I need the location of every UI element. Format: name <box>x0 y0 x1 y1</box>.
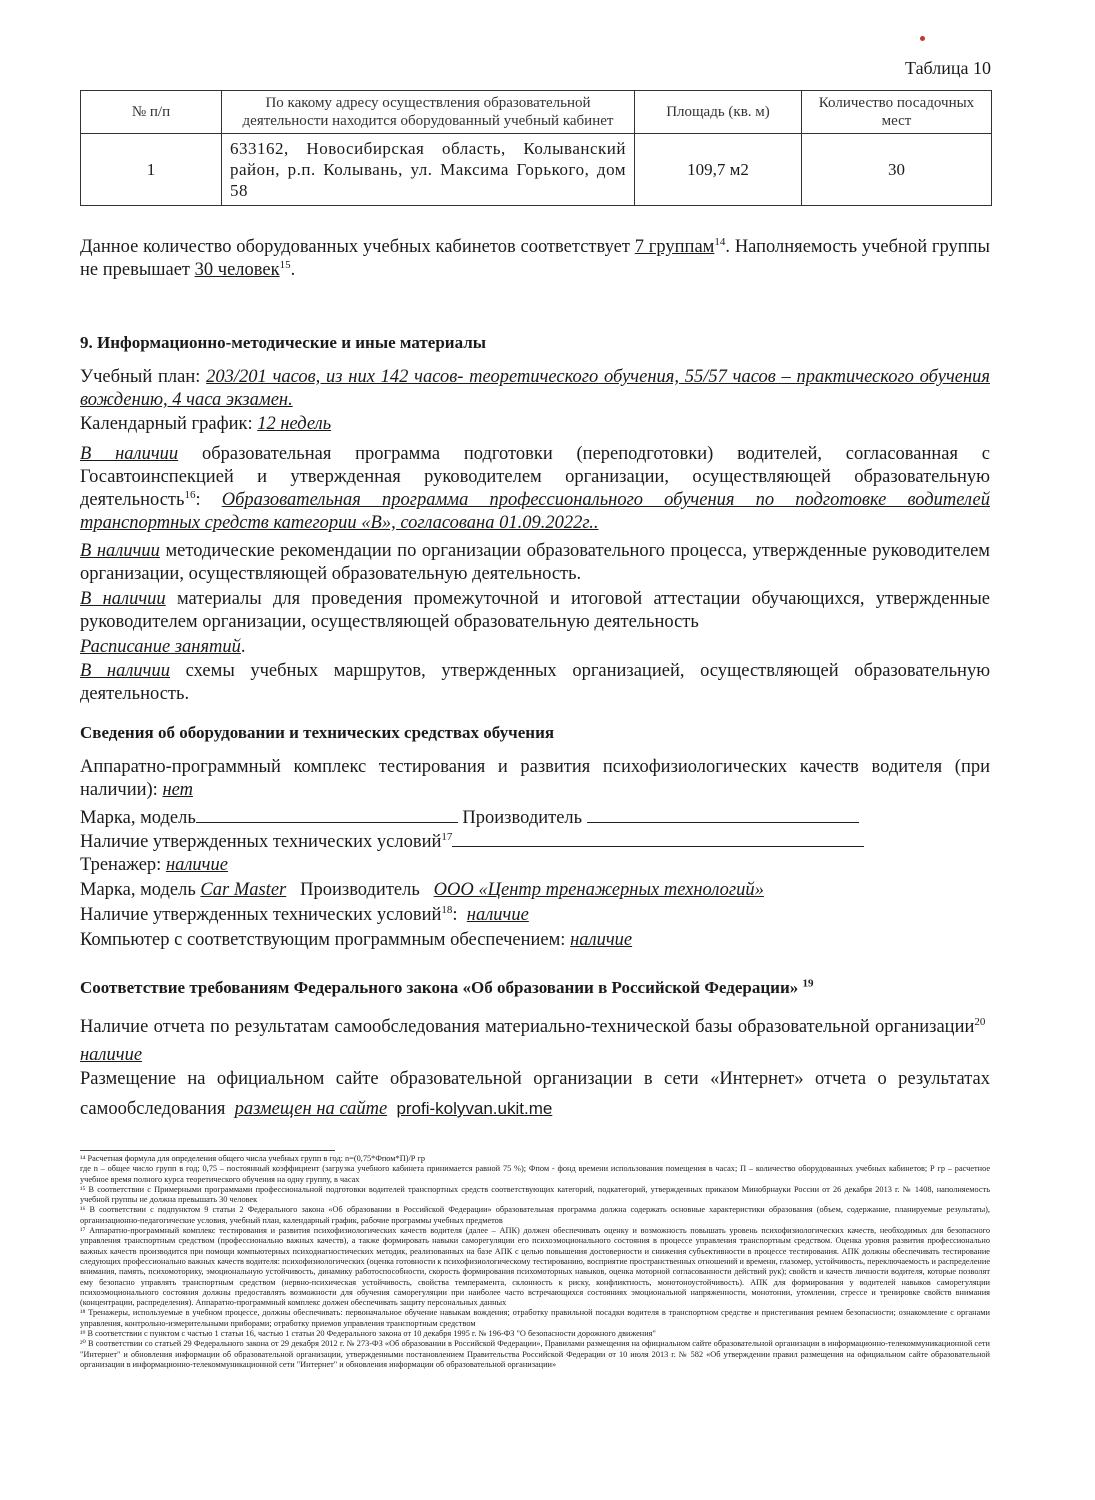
header-address: По какому адресу осуществления образовательной деятельности находится оборудованный учебный кабинет <box>222 91 635 134</box>
table-header-row <box>81 91 992 134</box>
program-value: Образовательная программа профессионального обучения по подготовке водителей транспортных средств категории «В», согласована 01.09.2022г.. <box>80 490 990 533</box>
footnote-18: ¹⁸ Тренажеры, используемые в учебном процессе, должны обеспечивать: первоначальное обучение навыкам вождения; отработку правильной посадки водителя в транспортном средстве и пристегивания ремнем безопасности; ознакомление с органами управления, контрольно-измерительными приборами; отработку приемов управления транспортным средством <box>80 1308 990 1328</box>
cell-num: 1 <box>81 134 222 206</box>
groups-end: . <box>290 260 296 280</box>
apk-paragraph <box>80 756 990 802</box>
brand-blank <box>196 806 458 823</box>
header-seats: Количество посадочных мест <box>802 91 992 134</box>
law-heading <box>80 976 990 999</box>
footnote-16: ¹⁶ В соответствии с подпунктом 9 статьи 2 Федерального закона «Об образовании в Российской Федерации» образовательная программа должна содержать основные характеристики образования (объем, содержание, планируемые результаты), организационно-педагогические условия, учебный план, календарный график, рабочие программы учебных предметов <box>80 1205 990 1225</box>
footnotes <box>80 1154 990 1370</box>
tech-label: Наличие утвержденных технических условий <box>80 832 442 852</box>
calendar-line <box>80 413 990 436</box>
report-paragraph <box>80 1013 990 1069</box>
brand-line <box>80 806 990 830</box>
apk-value: нет <box>162 780 193 800</box>
apk-text: Аппаратно-программный комплекс тестирования и развития психофизиологических качеств водителя (при наличии): <box>80 757 990 800</box>
classroom-table <box>80 90 992 206</box>
available-label: В наличии <box>80 589 166 609</box>
computer-line <box>80 929 990 952</box>
footnote-ref-19: 19 <box>802 977 814 990</box>
routes-paragraph <box>80 660 990 706</box>
maker-label: Производитель <box>462 808 583 828</box>
schedule-line <box>80 636 990 659</box>
brand2-line <box>80 879 990 902</box>
footnote-19: ¹⁹ В соответствии с пунктом с частью 1 статьи 16, частью 1 статьи 20 Федерального закона от 10 декабря 1995 г. № 196-ФЗ "О безопасности дорожного движения" <box>80 1329 656 1339</box>
footnote-17: ¹⁷ Аппаратно-программный комплекс тестирования и развития психофизиологических качеств водителя (далее – АПК) должен обеспечивать оценку и возможность повышать уровень психофизиологических качеств, необходимых для безопасного управления транспортным средством (профессионально важных качеств), а также формировать навыки саморегуляции его психоэмоционального состояния в процессе управления транспортным средством. Оценка уровня развития профессионально важных качеств производится при помощи компьютерных психодиагностических методик, реализованных на базе АПК с целью повышения достоверности и снижения субъективности в процессе тестирования. АПК должны обеспечивать тестирование следующих профессионально важных качеств водителя: психофизиологических (оценка готовности к психофизиологическому тестированию, восприятие пространственных отношений и времени, глазомер, устойчивость, переключаемость и распределение внимания, память, психомоторику, эмоциональную устойчивость, динамику работоспособности, скорость формирования психомоторных навыков, оценка моторной согласованности действий рук); свойств и качеств личности водителя, которые позволят ему безопасно управлять транспортным средством (нервно-психическая устойчивость, свойства темперамента, склонность к риску, конфликтность, монотоноустойчивость). АПК для формирования у водителей навыков саморегуляции психоэмоционального состояния должны предоставлять возможности для обучения саморегуляции при наиболее часто встречающихся состояниях эмоциональной напряженности, монотонии, утомлении, стрессе и тренировке свойств внимания (концентрации, распределения). Аппаратно-программный комплекс должен обеспечивать защиту персональных данных <box>80 1226 990 1308</box>
tech2-colon: : <box>452 905 458 925</box>
footnote-20: ²⁰ В соответствии со статьей 29 Федерального закона от 29 декабря 2012 г. № 273-ФЗ «Об образовании в Российской Федерации», Правилами размещения на официальном сайте образовательной организации в информационно-телекоммуникационной сети "Интернет" и обновления информации об образовательной организации, утвержденными постановлением Правительства Российской Федерации от 10 июля 2013 г. № 582 «Об утверждении правил размещения на официальном сайте образовательной организации в информационно-телекоммуникационной сети "Интернет" и обновления информации об образовательной организации» <box>80 1339 990 1369</box>
program-colon: : <box>195 490 201 510</box>
maker2-label: Производитель <box>300 880 420 900</box>
site-url-link[interactable]: profi-kolyvan.ukit.me <box>396 1099 553 1118</box>
footnote-ref-20: 20 <box>974 1015 986 1028</box>
maker-blank <box>587 806 859 823</box>
footnote-ref-18: 18 <box>441 903 453 916</box>
brand2-label: Марка, модель <box>80 880 196 900</box>
schedule-dot: . <box>240 637 246 657</box>
cell-address: 633162, Новосибирская область, Колыванский район, р.п. Колывань, ул. Максима Горького, дом 58 <box>222 134 635 206</box>
study-plan <box>80 366 990 412</box>
tech-blank <box>452 830 864 847</box>
available-label: В наличии <box>80 661 170 681</box>
trainer-line <box>80 854 990 877</box>
site-text: Размещение на официальном сайте образовательной организации в сети «Интернет» отчета о результатах самообследования <box>80 1069 990 1119</box>
header-num: № п/п <box>81 91 222 134</box>
section9-heading: 9. Информационно-методические и иные материалы <box>80 333 487 352</box>
groups-value: 7 группам <box>634 237 715 257</box>
footnote-ref-17: 17 <box>441 830 453 843</box>
tech-conditions-line <box>80 830 990 854</box>
tech2-value: наличие <box>466 905 529 925</box>
brand-label: Марка, модель <box>80 808 196 828</box>
plan-value: 203/201 часов, из них 142 часов- теоретического обучения, 55/57 часов – практического обучения вождению, 4 часа экзамен. <box>80 367 991 410</box>
footnote-ref-14: 14 <box>714 235 726 248</box>
tech2-label: Наличие утвержденных технических условий <box>80 905 442 925</box>
computer-label: Компьютер с соответствующим программным обеспечением: <box>80 930 566 950</box>
method-paragraph <box>80 540 990 586</box>
program-text: образовательная программа подготовки (переподготовки) водителей, согласованная с Госавтоинспекцией и утвержденная руководителем организации, осуществляющей образовательную деятельность <box>80 444 990 510</box>
tech2-line <box>80 904 990 927</box>
calendar-label: Календарный график: <box>80 414 253 434</box>
attestation-paragraph <box>80 588 990 634</box>
report-text: Наличие отчета по результатам самообследования материально-технической базы образовательной организации <box>80 1017 975 1037</box>
law-heading-text: Соответствие требованиям Федерального закона «Об образовании в Российской Федерации» <box>80 978 799 997</box>
footnote-separator <box>80 1150 335 1151</box>
groups-text: Данное количество оборудованных учебных кабинетов соответствует <box>80 237 630 257</box>
plan-label: Учебный план: <box>80 367 201 387</box>
routes-text: схемы учебных маршрутов, утвержденных организацией, осуществляющей образовательную деятельность. <box>80 661 991 704</box>
available-label: В наличии <box>80 541 160 561</box>
cell-seats: 30 <box>802 134 992 206</box>
red-dot-mark <box>920 36 925 41</box>
cell-area: 109,7 м2 <box>635 134 802 206</box>
footnote-14b: где n – общее число групп в год; 0,75 – постоянный коэффициент (загрузка учебного кабинета принимается равной 75 %); Фпом - фонд времени использования помещения в часах; П – количество оборудованных учебных кабинетов; Р гр – расчетное учебное время полного курса теоретического обучения на одну группу, в часах <box>80 1164 990 1184</box>
footnote-14a: ¹⁴ Расчетная формула для определения общего числа учебных групп в год: n=(0,75*Фпом*П)/Р гр <box>80 1154 426 1163</box>
footnote-ref-15: 15 <box>279 258 291 271</box>
computer-value: наличие <box>570 930 633 950</box>
program-paragraph <box>80 443 990 535</box>
header-area: Площадь (кв. м) <box>635 91 802 134</box>
trainer-value: наличие <box>165 855 228 875</box>
people-text: . Наполняемость учебной группы не превышает <box>80 237 990 280</box>
maker2-value: ООО «Центр тренажерных технологий» <box>433 880 764 900</box>
table-row <box>81 134 992 206</box>
footnote-ref-16: 16 <box>184 488 196 501</box>
attestation-text: материалы для проведения промежуточной и итоговой аттестации обучающихся, утвержденные руководителем организации, осуществляющей образовательную деятельность <box>80 589 991 632</box>
people-value: 30 человек <box>194 260 280 280</box>
report-value: наличие <box>80 1045 143 1065</box>
footnote-15: ¹⁵ В соответствии с Примерными программами профессиональной подготовки водителей транспортных средств соответствующих категорий, подкатегорий, утвержденных приказом Минобрнауки России от 26 декабря 2013 г. № 1408, наполняемость учебной группы не должна превышать 30 человек <box>80 1184 990 1205</box>
trainer-label: Тренажер: <box>80 855 162 875</box>
site-paragraph <box>80 1064 990 1124</box>
schedule-value: Расписание занятий <box>80 637 241 657</box>
table-caption: Таблица 10 <box>905 58 991 78</box>
equipment-heading: Сведения об оборудовании и технических средствах обучения <box>80 723 555 742</box>
site-value: размещен на сайте <box>234 1099 388 1119</box>
calendar-value: 12 недель <box>257 414 332 434</box>
method-text: методические рекомендации по организации образовательного процесса, утвержденные руководителем организации, осуществляющей образовательную деятельность. <box>80 541 991 584</box>
groups-paragraph <box>80 236 990 282</box>
brand2-value: Car Master <box>200 880 287 900</box>
available-label: В наличии <box>80 444 179 464</box>
